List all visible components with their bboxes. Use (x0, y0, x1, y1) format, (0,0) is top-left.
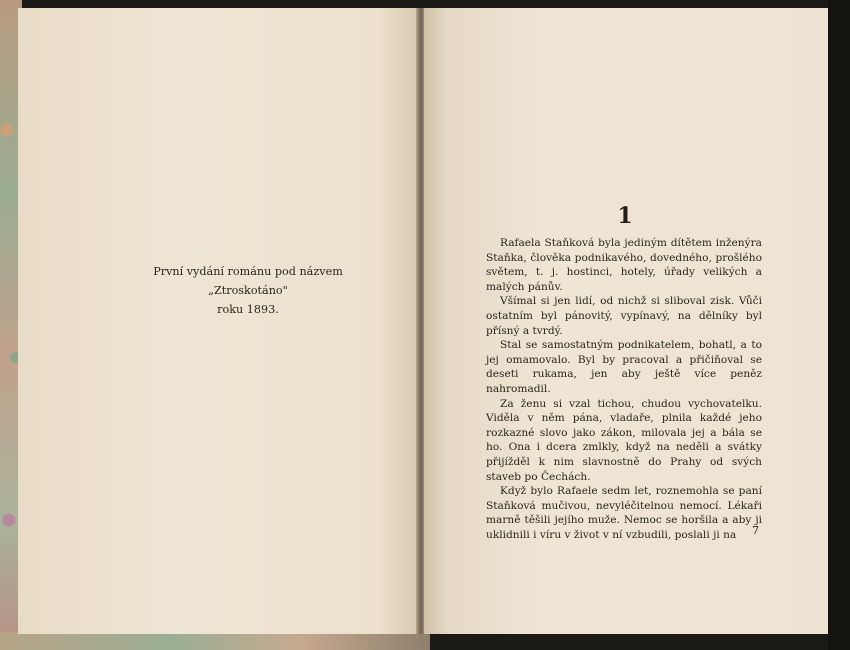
chapter-text (486, 236, 762, 542)
chapter-number: 1 (617, 203, 633, 229)
left-page (18, 8, 418, 634)
paragraph: Když bylo Rafaele sedm let, roznemohla se paní Staňková mučivou, nevyléčitelnou nemocí. Lékaři marně těšili jejího muže. Nemoc se horšila a aby ji uklidnili i víru v život v ní vzbudili, poslali ji na (486, 485, 762, 541)
book-cover-edge (0, 632, 430, 650)
edition-note (18, 262, 418, 319)
paragraph: Stal se samostatným podnikatelem, bohatl, a to jej omamovalo. Byl by pracoval a přičiňoval se deseti rukama, jen aby ještě více peněz nahromadil. (486, 339, 762, 395)
edition-note-line-2: „Ztroskotáno" (208, 284, 288, 297)
edition-note-line-1: První vydání románu pod názvem (153, 265, 343, 278)
edition-note-line-3: roku 1893. (217, 303, 279, 316)
paragraph: Za ženu si vzal tichou, chudou vychovatelku. Viděla v něm pána, vladaře, plnila každé jeho rozkazné slovo jako zákon, milovala jej a bála se ho. Ona i dcera zmlkly, když na neděli a svátky přijížděl k nim slavnostně do Prahy od svých staveb po Čechách. (486, 397, 762, 483)
paragraph: Všímal si jen lidí, od nichž si sliboval zisk. Vůči ostatním byl pánovitý, vypínavý, na dělníky byl přísný a tvrdý. (486, 295, 762, 337)
page-number: 7 (752, 524, 759, 537)
paragraph: Rafaela Staňková byla jediným dítětem inženýra Staňka, člověka podnikavého, dovedného, prošlého světem, t. j. hostinci, hotely, úřady velikých a malých pánův. (486, 237, 762, 293)
background-shadow (828, 0, 850, 650)
